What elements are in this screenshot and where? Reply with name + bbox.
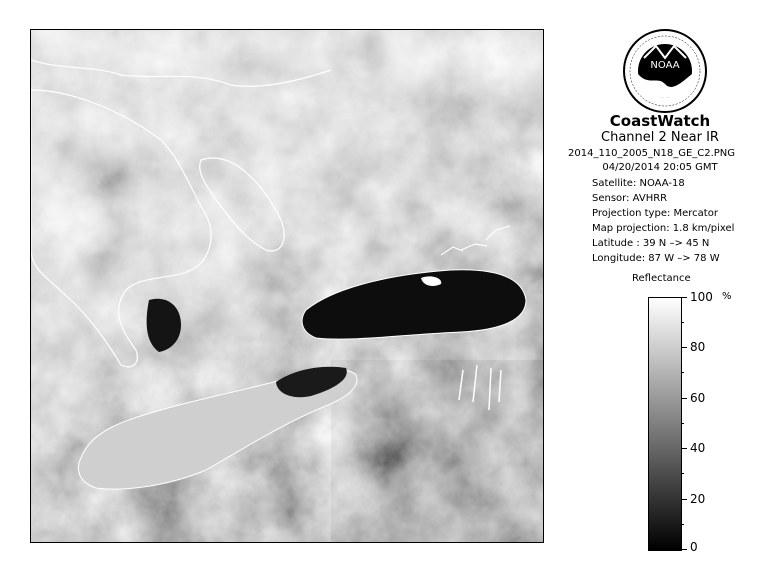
tick-mark xyxy=(681,398,687,399)
tick-label-20: 20 xyxy=(690,492,706,506)
map-projection-info: Map projection: 1.8 km/pixel xyxy=(592,223,735,234)
sensor-info: Sensor: AVHRR xyxy=(592,193,668,204)
product-title: CoastWatch xyxy=(609,112,711,130)
latitude-info: Latitude : 39 N –> 45 N xyxy=(592,238,710,249)
tick-label-40: 40 xyxy=(690,441,706,455)
channel-title: Channel 2 Near IR xyxy=(601,130,719,145)
minor-tick-mark xyxy=(681,524,684,525)
satellite-image-render xyxy=(31,30,543,542)
satellite-info: Satellite: NOAA-18 xyxy=(592,178,685,189)
info-panel xyxy=(560,0,782,572)
minor-tick-mark xyxy=(681,372,684,373)
tick-mark xyxy=(681,347,687,348)
minor-tick-mark xyxy=(681,473,684,474)
minor-tick-mark xyxy=(681,423,684,424)
satellite-image xyxy=(30,29,544,543)
noaa-logo xyxy=(622,28,708,114)
legend-title: Reflectance xyxy=(632,273,691,284)
tick-label-60: 60 xyxy=(690,391,706,405)
minor-tick-mark xyxy=(681,322,684,323)
legend-unit: % xyxy=(722,291,732,302)
tick-mark xyxy=(681,499,687,500)
tick-label-0: 0 xyxy=(690,540,698,554)
tick-label-80: 80 xyxy=(690,340,706,354)
tick-mark xyxy=(681,297,687,298)
projection-type-info: Projection type: Mercator xyxy=(592,208,718,219)
reflectance-color-bar xyxy=(648,297,682,551)
longitude-info: Longitude: 87 W –> 78 W xyxy=(592,253,720,264)
acquisition-datetime: 04/20/2014 20:05 GMT xyxy=(602,162,718,173)
image-filename: 2014_110_2005_N18_GE_C2.PNG xyxy=(568,148,736,159)
tick-label-100: 100 xyxy=(690,290,713,304)
tick-mark xyxy=(681,448,687,449)
logo-text: NOAA xyxy=(650,60,680,71)
noaa-seal-icon xyxy=(622,28,708,114)
tick-mark xyxy=(681,549,687,550)
